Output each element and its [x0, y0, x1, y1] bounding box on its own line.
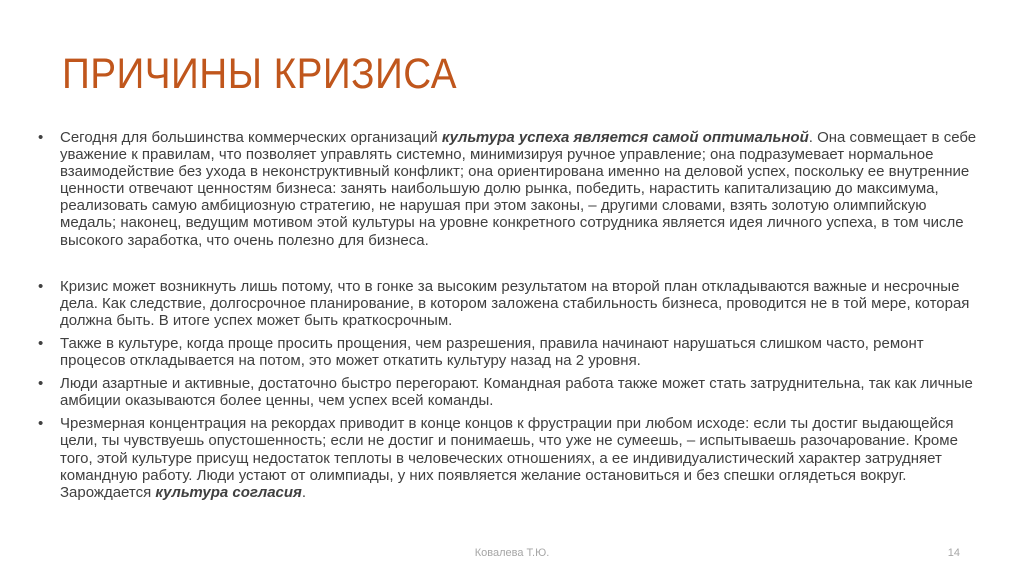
bullet-item: [38, 129, 978, 249]
bullet-item: [38, 278, 978, 329]
bullet-item: [38, 335, 978, 369]
bullet-emphasis: культура согласия: [155, 483, 302, 501]
footer-author: Ковалева Т.Ю.: [474, 547, 550, 559]
page-number: 14: [947, 547, 960, 559]
bullet-text: Люди азартные и активные, достаточно быстро перегорают. Командная работа также может стать затруднительна, так как личные амбиции оказываются более ценны, чем успех всей команды.: [60, 375, 973, 410]
bullet-item: [38, 375, 978, 409]
bullet-text: Также в культуре, когда проще просить прощения, чем разрешения, правила начинают нарушаться слишком часто, ремонт процесов откладывается на потом, это может откатить культуру назад на 2 уровня.: [60, 334, 924, 370]
bullet-text: .: [301, 483, 307, 501]
bullet-emphasis: культура успеха является самой оптимальной: [441, 129, 809, 146]
bullet-text: . Она совмещает в себе уважение к правилам, что позволяет управлять системно, минимизируя ручное управление; она подразумевает нормальное взаимодействие без ухода в неконструктивный конфликт; она ориентирована именно на деловой успех, поскольку ее внутренние ценности отвечают ценностям бизнеса: занять наибольшую долю рынка, победить, нарастить капитализацию до максимума, реализовать самую амбициозную стратегию, не нарушая при этом законы, – другими словами, взять золотую олимпийскую медаль; наконец, ведущим мотивом этой культуры на уровне конкретного сотрудника является идея личного успеха, в том числе высокого заработка, что очень полезно для бизнеса.: [60, 129, 977, 249]
slide-title: ПРИЧИНЫ КРИЗИСА: [62, 50, 458, 98]
bullet-item: [38, 415, 978, 500]
bullet-text: Кризис может возникнуть лишь потому, что в гонке за высоким результатом на второй план откладываются важные и несрочные дела. Как следствие, долгосрочное планирование, в котором заложена стабильность бизнеса, проводится не в той мере, которая должна быть. В итоге успех может быть краткосрочным.: [60, 277, 970, 329]
bullet-text: Сегодня для большинства коммерческих организаций: [60, 129, 442, 146]
bullet-list: [38, 129, 978, 507]
bullet-text: Чрезмерная концентрация на рекордах приводит в конце концов к фрустрации при любом исходе: если ты достиг выдающейся цели, ты чувствуешь опустошенность; если не достиг и понимаешь, что уже не сумеешь, – испытываешь разочарование. Кроме того, этой культуре присущ недостаток теплоты в человеческих отношениях, а ее индивидуалистический характер затрудняет командную работу. Люди устают от олимпиады, у них появляется желание остановиться и без спешки оглядеться вокруг. Зарождается: [60, 415, 958, 501]
